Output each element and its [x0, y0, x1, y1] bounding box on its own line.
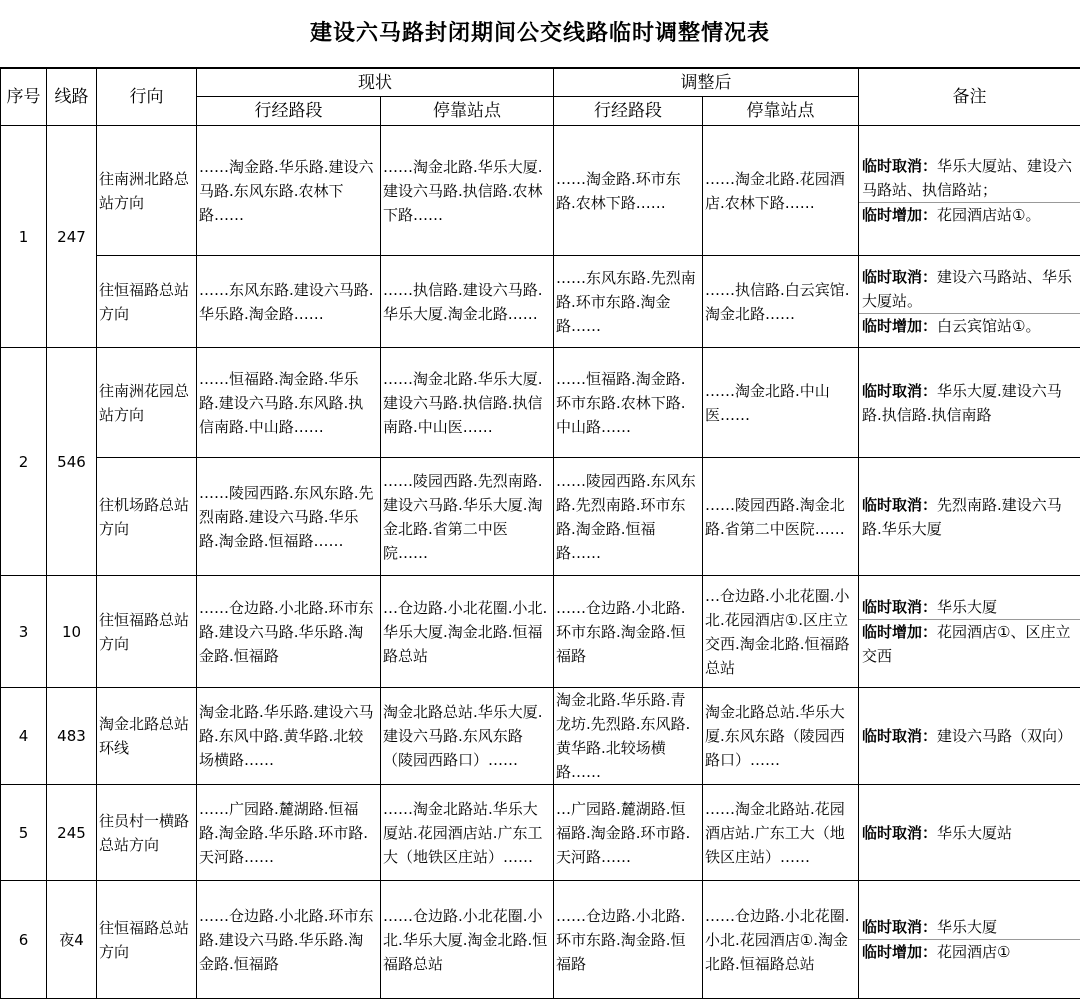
cancel-text: 华乐大厦	[937, 598, 998, 616]
seq-cell: 1	[1, 126, 47, 348]
header-current-route: 行经路段	[197, 97, 381, 126]
remarks-cell	[859, 126, 1080, 256]
cancel-text: 华乐大厦站	[937, 823, 1013, 842]
cancel-label: 临时取消：	[862, 157, 938, 175]
current-stops-cell: 淘金北路总站.华乐大厦.建设六马路.东风东路（陵园西路口）……	[381, 688, 554, 785]
remarks-cell	[859, 458, 1080, 576]
cancel-label: 临时取消：	[862, 918, 938, 936]
seq-cell: 2	[1, 348, 47, 576]
add-label: 临时增加：	[862, 943, 938, 961]
seq-cell: 5	[1, 785, 47, 881]
current-route-cell: ……东风东路.建设六马路.华乐路.淘金路……	[197, 256, 381, 348]
header-line: 线路	[47, 69, 97, 126]
table-row	[1, 785, 1080, 881]
current-route-cell: ……陵园西路.东风东路.先烈南路.建设六马路.华乐路.淘金路.恒福路……	[197, 458, 381, 576]
cancel-label: 临时取消：	[862, 727, 938, 745]
table-row	[1, 688, 1080, 785]
adjusted-route-cell: ……东风东路.先烈南路.环市东路.淘金路……	[554, 256, 703, 348]
current-stops-cell: ……淘金北路站.华乐大厦站.花园酒店站.广东工大（地铁区庄站）……	[381, 785, 554, 881]
adjusted-route-cell: ……仓边路.小北路.环市东路.淘金路.恒福路	[554, 881, 703, 999]
remarks-cell	[859, 785, 1080, 881]
current-stops-cell: ……淘金北路.华乐大厦.建设六马路.执信路.执信南路.中山医……	[381, 348, 554, 458]
line-cell: 483	[47, 688, 97, 785]
remark-cancel	[859, 595, 1080, 619]
remark-cancel	[859, 915, 1080, 939]
direction-cell: 往恒福路总站方向	[97, 256, 197, 348]
remarks-cell	[859, 576, 1080, 688]
table-row	[1, 458, 1080, 576]
seq-cell: 6	[1, 881, 47, 999]
header-adjusted: 调整后	[554, 69, 859, 97]
remarks-cell	[859, 688, 1080, 785]
cancel-label: 临时取消：	[862, 495, 938, 514]
current-stops-cell: ……执信路.建设六马路.华乐大厦.淘金北路……	[381, 256, 554, 348]
current-route-cell: 淘金北路.华乐路.建设六马路.东风中路.黄华路.北较场横路……	[197, 688, 381, 785]
adjusted-stops-cell: ……陵园西路.淘金北路.省第二中医院……	[703, 458, 859, 576]
header-seq: 序号	[1, 69, 47, 126]
add-label: 临时增加：	[862, 623, 938, 641]
add-label: 临时增加：	[862, 317, 938, 335]
direction-cell: 往恒福路总站方向	[97, 576, 197, 688]
current-stops-cell: ……仓边路.小北花圈.小北.华乐大厦.淘金北路.恒福路总站	[381, 881, 554, 999]
adjusted-route-cell: …广园路.麓湖路.恒福路.淘金路.环市路.天河路……	[554, 785, 703, 881]
adjusted-stops-cell: ……淘金北路.中山医……	[703, 348, 859, 458]
cancel-label: 临时取消：	[862, 381, 938, 400]
remark-add	[859, 202, 1080, 227]
header-adjusted-stops: 停靠站点	[703, 97, 859, 126]
direction-cell: 淘金北路总站环线	[97, 688, 197, 785]
remark-add	[859, 313, 1080, 338]
cancel-text: 华乐大厦.建设六马路.执信路.执信南路	[862, 381, 1062, 424]
line-cell: 546	[47, 348, 97, 576]
table-row	[1, 881, 1080, 999]
adjusted-route-cell: ……淘金路.环市东路.农林下路……	[554, 126, 703, 256]
direction-cell: 往机场路总站方向	[97, 458, 197, 576]
current-route-cell: ……广园路.麓湖路.恒福路.淘金路.华乐路.环市路.天河路……	[197, 785, 381, 881]
current-route-cell: ……淘金路.华乐路.建设六马路.东风东路.农林下路……	[197, 126, 381, 256]
direction-cell: 往员村一横路总站方向	[97, 785, 197, 881]
line-cell: 夜4	[47, 881, 97, 999]
add-text: 白云宾馆站①。	[937, 317, 1041, 335]
remark-cancel	[859, 154, 1080, 202]
direction-cell: 往恒福路总站方向	[97, 881, 197, 999]
seq-cell: 4	[1, 688, 47, 785]
remarks-cell	[859, 881, 1080, 999]
adjusted-stops-cell: 淘金北路总站.华乐大厦.东风东路（陵园西路口）……	[703, 688, 859, 785]
direction-cell: 往南洲花园总站方向	[97, 348, 197, 458]
adjusted-stops-cell: …仓边路.小北花圈.小北.花园酒店①.区庄立交西.淘金北路.恒福路总站	[703, 576, 859, 688]
current-stops-cell: ……淘金北路.华乐大厦.建设六马路.执信路.农林下路……	[381, 126, 554, 256]
cancel-label: 临时取消：	[862, 823, 938, 842]
add-text: 花园酒店①	[937, 943, 1011, 961]
adjusted-stops-cell: ……淘金北路.花园酒店.农林下路……	[703, 126, 859, 256]
adjusted-route-cell: ……仓边路.小北路.环市东路.淘金路.恒福路	[554, 576, 703, 688]
remarks-cell	[859, 256, 1080, 348]
header-current: 现状	[197, 69, 554, 97]
current-stops-cell: …仓边路.小北花圈.小北.华乐大厦.淘金北路.恒福路总站	[381, 576, 554, 688]
current-stops-cell: ……陵园西路.先烈南路.建设六马路.华乐大厦.淘金北路.省第二中医院……	[381, 458, 554, 576]
header-current-stops: 停靠站点	[381, 97, 554, 126]
table-row	[1, 126, 1080, 256]
add-text: 花园酒店①、区庄立交西	[862, 623, 1071, 665]
adjusted-route-cell: ……恒福路.淘金路.环市东路.农林下路.中山路……	[554, 348, 703, 458]
cancel-label: 临时取消：	[862, 268, 938, 286]
cancel-text: 建设六马路（双向）	[937, 727, 1073, 745]
remark-add	[859, 619, 1080, 668]
current-route-cell: ……仓边路.小北路.环市东路.建设六马路.华乐路.淘金路.恒福路	[197, 881, 381, 999]
add-label: 临时增加：	[862, 206, 938, 224]
adjusted-route-cell: 淘金北路.华乐路.青龙坊.先烈路.东风路.黄华路.北较场横路……	[554, 688, 703, 785]
adjusted-stops-cell: ……仓边路.小北花圈.小北.花园酒店①.淘金北路.恒福路总站	[703, 881, 859, 999]
adjustment-table	[0, 68, 1080, 999]
remark-add	[859, 939, 1080, 964]
remark-cancel	[859, 265, 1080, 313]
direction-cell: 往南洲北路总站方向	[97, 126, 197, 256]
cancel-text: 华乐大厦站、建设六马路站、执信路站；	[862, 157, 1073, 199]
add-text: 花园酒店站①。	[937, 206, 1041, 224]
current-route-cell: ……恒福路.淘金路.华乐路.建设六马路.东风路.执信南路.中山路……	[197, 348, 381, 458]
table-row	[1, 576, 1080, 688]
table-row	[1, 256, 1080, 348]
cancel-label: 临时取消：	[862, 598, 938, 616]
adjusted-stops-cell: ……执信路.白云宾馆.淘金北路……	[703, 256, 859, 348]
cancel-text: 先烈南路.建设六马路.华乐大厦	[862, 495, 1062, 538]
table-row	[1, 348, 1080, 458]
header-direction: 行向	[97, 69, 197, 126]
cancel-text: 华乐大厦	[937, 918, 998, 936]
current-route-cell: ……仓边路.小北路.环市东路.建设六马路.华乐路.淘金路.恒福路	[197, 576, 381, 688]
cancel-text: 建设六马路站、华乐大厦站。	[862, 268, 1073, 310]
remarks-cell	[859, 348, 1080, 458]
seq-cell: 3	[1, 576, 47, 688]
adjusted-stops-cell: ……淘金北路站.花园酒店站.广东工大（地铁区庄站）……	[703, 785, 859, 881]
line-cell: 245	[47, 785, 97, 881]
line-cell: 10	[47, 576, 97, 688]
adjusted-route-cell: ……陵园西路.东风东路.先烈南路.环市东路.淘金路.恒福路……	[554, 458, 703, 576]
header-adjusted-route: 行经路段	[554, 97, 703, 126]
page-title: 建设六马路封闭期间公交线路临时调整情况表	[0, 0, 1080, 68]
line-cell: 247	[47, 126, 97, 348]
header-remarks: 备注	[859, 69, 1080, 126]
